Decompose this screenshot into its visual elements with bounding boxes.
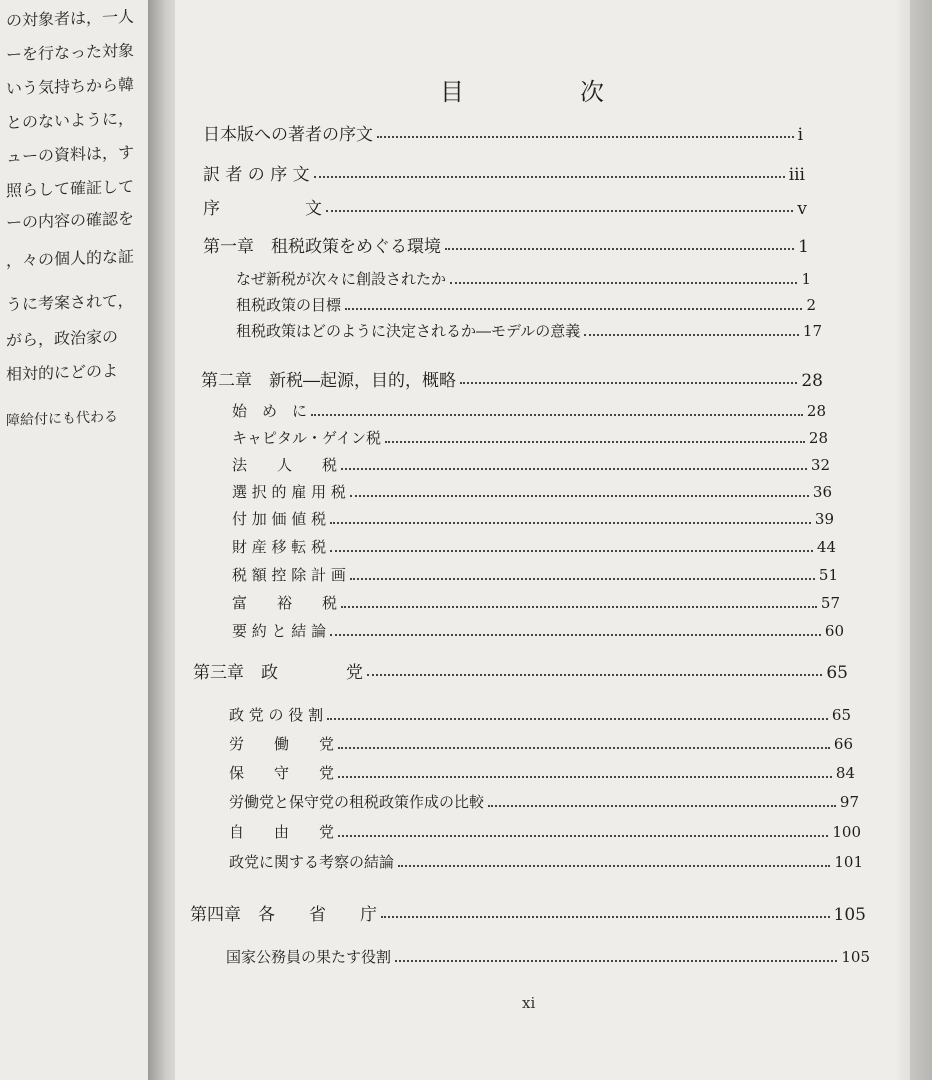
leader-dots bbox=[330, 522, 811, 524]
toc-entry-label: 第一章 租税政策をめぐる環境 bbox=[203, 237, 441, 257]
toc-entry-page: 28 bbox=[801, 371, 823, 391]
leader-dots bbox=[327, 718, 828, 720]
left-page-line: ューの資料は，す bbox=[6, 142, 135, 167]
toc-entry bbox=[229, 851, 863, 872]
leader-dots bbox=[345, 308, 802, 310]
leader-dots bbox=[385, 441, 805, 443]
toc-entry-label: なぜ新税が次々に創設されたか bbox=[236, 270, 447, 288]
toc-entry bbox=[229, 733, 853, 754]
toc-entry-label: 富 裕 税 bbox=[232, 594, 338, 612]
left-facing-page bbox=[0, 0, 150, 1080]
toc-entry-page: 100 bbox=[832, 823, 861, 841]
toc-entry bbox=[201, 366, 823, 391]
toc-entry bbox=[203, 120, 803, 145]
left-page-line: ーを行なった対象 bbox=[6, 40, 135, 65]
toc-entry-page: 17 bbox=[802, 322, 822, 340]
leader-dots bbox=[350, 495, 809, 497]
toc-entry-label: 選 択 的 雇 用 税 bbox=[232, 483, 346, 501]
toc-entry-label: 政党に関する考察の結論 bbox=[229, 853, 395, 871]
toc-entry bbox=[232, 564, 838, 585]
leader-dots bbox=[377, 136, 794, 138]
toc-entry-label: 労働党と保守党の租税政策作成の比較 bbox=[229, 793, 485, 811]
toc-entry-page: 32 bbox=[810, 456, 830, 474]
toc-entry-label: 政 党 の 役 割 bbox=[229, 706, 324, 724]
toc-entry-label: 税 額 控 除 計 画 bbox=[232, 566, 346, 584]
toc-entry-page: 105 bbox=[833, 905, 866, 925]
toc-entry-label: 序 文 bbox=[203, 199, 322, 219]
toc-entry bbox=[203, 160, 805, 185]
toc-entry-label: 第四章 各 省 庁 bbox=[190, 905, 377, 925]
toc-entry-page: 101 bbox=[834, 853, 863, 871]
toc-entry-label: 第二章 新税―起源，目的，概略 bbox=[201, 371, 456, 391]
toc-entry-label: 法 人 税 bbox=[232, 456, 338, 474]
toc-title: 目 次 bbox=[440, 78, 650, 106]
left-page-line: いう気持ちから韓 bbox=[6, 74, 135, 99]
toc-entry-page: 57 bbox=[820, 594, 840, 612]
left-page-line: の対象者は，一人 bbox=[6, 6, 135, 31]
leader-dots bbox=[338, 835, 828, 837]
toc-entry-page: 44 bbox=[816, 538, 836, 556]
toc-entry bbox=[229, 762, 855, 783]
toc-entry bbox=[236, 320, 822, 341]
toc-entry-label: 労 働 党 bbox=[229, 735, 335, 753]
toc-entry bbox=[232, 508, 834, 529]
leader-dots bbox=[338, 776, 832, 778]
toc-entry bbox=[229, 821, 861, 842]
leader-dots bbox=[395, 960, 837, 962]
toc-entry-page: 51 bbox=[818, 566, 838, 584]
leader-dots bbox=[350, 578, 815, 580]
toc-entry bbox=[229, 791, 859, 812]
toc-entry-page: 97 bbox=[839, 793, 859, 811]
page-number: xi bbox=[522, 994, 536, 1012]
toc-entry-label: 第三章 政 党 bbox=[193, 663, 363, 683]
toc-entry-label: 日本版への著者の序文 bbox=[203, 125, 373, 145]
toc-entry-label: 始 め に bbox=[232, 402, 308, 420]
toc-entry-page: 84 bbox=[835, 764, 855, 782]
toc-entry-page: 28 bbox=[808, 429, 828, 447]
toc-entry-page: iii bbox=[788, 165, 805, 185]
page-edge bbox=[910, 0, 932, 1080]
toc-entry bbox=[193, 658, 848, 683]
leader-dots bbox=[330, 550, 813, 552]
toc-entry-page: 66 bbox=[833, 735, 853, 753]
toc-entry bbox=[229, 704, 851, 725]
toc-entry-page: 60 bbox=[824, 622, 844, 640]
toc-entry-label: 租税政策はどのように決定されるか―モデルの意義 bbox=[236, 322, 581, 340]
toc-entry-label: キャピタル・ゲイン税 bbox=[232, 429, 381, 447]
leader-dots bbox=[338, 747, 830, 749]
toc-entry bbox=[203, 194, 807, 219]
toc-entry bbox=[190, 900, 866, 925]
left-page-line: 照らして確証して bbox=[6, 176, 135, 201]
toc-entry-label: 租税政策の目標 bbox=[236, 296, 342, 314]
toc-entry bbox=[232, 536, 836, 557]
toc-entry-page: 1 bbox=[801, 270, 811, 288]
leader-dots bbox=[460, 382, 797, 384]
leader-dots bbox=[330, 634, 821, 636]
left-page-line: ，々の個人的な証 bbox=[6, 246, 135, 271]
toc-entry-page: 105 bbox=[841, 948, 870, 966]
toc-entry-label: 財 産 移 転 税 bbox=[232, 538, 327, 556]
toc-entry bbox=[232, 620, 844, 641]
toc-entry-page: 1 bbox=[798, 237, 809, 257]
toc-entry-page: 65 bbox=[826, 663, 848, 683]
toc-entry bbox=[236, 268, 811, 289]
toc-entry-label: 訳 者 の 序 文 bbox=[203, 165, 310, 185]
toc-entry bbox=[203, 232, 809, 257]
left-page-line: ーの内容の確認を bbox=[6, 208, 135, 233]
leader-dots bbox=[341, 606, 817, 608]
toc-entry-page: v bbox=[797, 199, 807, 219]
toc-entry bbox=[232, 454, 830, 475]
toc-entry-page: 65 bbox=[831, 706, 851, 724]
leader-dots bbox=[381, 916, 830, 918]
leader-dots bbox=[488, 805, 836, 807]
leader-dots bbox=[450, 282, 797, 284]
toc-entry-label: 付 加 価 値 税 bbox=[232, 510, 327, 528]
toc-entry-page: 28 bbox=[806, 402, 826, 420]
toc-entry-label: 要 約 と 結 論 bbox=[232, 622, 327, 640]
leader-dots bbox=[445, 248, 794, 250]
left-page-line: 障給付にも代わる bbox=[6, 409, 118, 429]
toc-entry-label: 国家公務員の果たす役割 bbox=[226, 948, 392, 966]
toc-entry bbox=[232, 481, 832, 502]
toc-entry bbox=[236, 294, 816, 315]
toc-entry-page: 2 bbox=[806, 296, 816, 314]
leader-dots bbox=[314, 176, 785, 178]
leader-dots bbox=[398, 865, 830, 867]
left-page-line: とのないように， bbox=[6, 108, 135, 133]
left-page-line: 相対的にどのよ bbox=[6, 361, 119, 384]
toc-entry-page: 36 bbox=[812, 483, 832, 501]
left-page-line: がら，政治家の bbox=[6, 327, 119, 350]
toc-entry bbox=[232, 427, 828, 448]
toc-entry-page: i bbox=[797, 125, 803, 145]
leader-dots bbox=[311, 414, 803, 416]
toc-entry bbox=[232, 592, 840, 613]
leader-dots bbox=[326, 210, 793, 212]
toc-entry-label: 保 守 党 bbox=[229, 764, 335, 782]
leader-dots bbox=[341, 468, 807, 470]
leader-dots bbox=[367, 674, 822, 676]
toc-entry-page: 39 bbox=[814, 510, 834, 528]
toc-entry bbox=[232, 400, 826, 421]
toc-entry bbox=[226, 946, 870, 967]
left-page-line: うに考案されて， bbox=[6, 290, 134, 315]
toc-entry-label: 自 由 党 bbox=[229, 823, 335, 841]
leader-dots bbox=[584, 334, 799, 336]
